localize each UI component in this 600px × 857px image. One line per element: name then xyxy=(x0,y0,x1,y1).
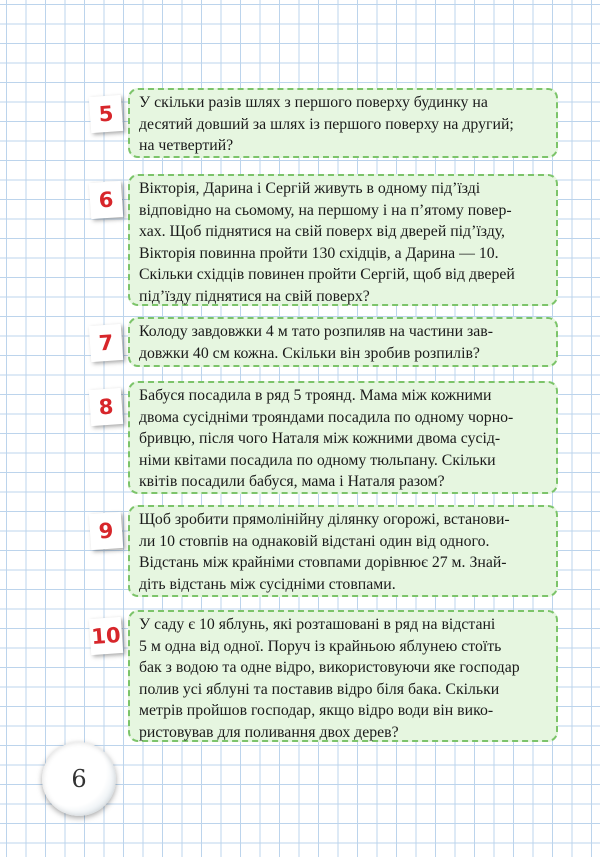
problem-number-badge: 9 xyxy=(89,512,123,550)
problem-line: метрів пройшов господар, якщо відро води він вико- xyxy=(139,702,494,720)
problem-number-badge: 8 xyxy=(89,388,123,426)
problem-9 xyxy=(90,505,558,597)
problem-line: бривцю, після чого Наталя між кожними двома сусід- xyxy=(139,430,501,448)
problem-line: ли 10 стовпів на однаковій відстані один від одного. xyxy=(139,532,490,550)
problem-10 xyxy=(90,610,558,742)
problem-number-badge: 6 xyxy=(89,181,123,219)
problem-line: Колоду завдовжки 4 м тато розпиляв на частини зав- xyxy=(139,323,494,340)
problem-7 xyxy=(90,317,558,367)
problem-line: Бабуся посадила в ряд 5 троянд. Мама між кожними xyxy=(139,387,492,404)
problem-card xyxy=(128,88,558,158)
problem-line: У саду є 10 яблунь, які розташовані в ряд на відстані xyxy=(139,616,496,633)
problem-line: довжки 40 см кожна. Скільки він зробив розпилів? xyxy=(139,344,480,362)
problem-line: відповідно на сьомому, на першому і на п’ятому повер- xyxy=(139,201,512,219)
problem-line: німи квітами посадила по одному тюльпану. Скільки xyxy=(139,451,496,469)
problem-line: двома сусідніми трояндами посадила по одному чорно- xyxy=(139,408,514,426)
problem-card xyxy=(128,317,558,367)
problem-line: Відстань між крайніми стовпами дорівнює 27 м. Знай- xyxy=(139,554,507,572)
problem-line: ристовував для поливання двох дерев? xyxy=(139,723,399,741)
problem-card xyxy=(128,381,558,494)
problem-card xyxy=(128,505,558,597)
problem-line: діть відстань між сусідніми стовпами. xyxy=(139,575,396,593)
problem-6 xyxy=(90,174,558,306)
problem-number-badge: 5 xyxy=(89,95,123,133)
problem-line: під’їзду піднятися на свій поверх? xyxy=(139,287,370,305)
problem-card xyxy=(128,610,558,742)
problem-card xyxy=(128,174,558,306)
problem-8 xyxy=(90,381,558,494)
page-number: 6 xyxy=(71,765,87,793)
problem-5 xyxy=(90,88,558,158)
problem-line: Вікторія, Дарина і Сергій живуть в одному під’їзді xyxy=(139,180,481,197)
problem-line: Вікторія повинна пройти 130 східців, а Дарина — 10. xyxy=(139,244,499,262)
problem-line: 5 м одна від одної. Поруч із крайньою яблунею стоїть xyxy=(139,637,502,655)
problem-line: Скільки східців повинен пройти Сергій, щоб від дверей xyxy=(139,266,515,284)
problem-line: Щоб зробити прямолінійну ділянку огорожі, встанови- xyxy=(139,511,510,528)
problem-line: бак з водою та одне відро, використовуючи яке господар xyxy=(139,659,520,677)
problem-number-badge: 7 xyxy=(89,324,123,362)
problem-line: У скільки разів шлях з першого поверху будинку на xyxy=(139,94,488,111)
problem-line: полив усі яблуні та поставив відро біля бака. Скільки xyxy=(139,680,500,698)
problem-line: на четвертий? xyxy=(139,137,234,155)
problem-number-badge: 10 xyxy=(89,617,123,655)
problem-line: хах. Щоб піднятися на свій поверх від дверей під’їзду, xyxy=(139,223,506,241)
problem-line: десятий довший за шлях із першого поверху на другий; xyxy=(139,115,514,133)
problem-line: квітів посадили бабуся, мама і Наталя разом? xyxy=(139,473,445,491)
page-number-circle xyxy=(42,742,116,816)
